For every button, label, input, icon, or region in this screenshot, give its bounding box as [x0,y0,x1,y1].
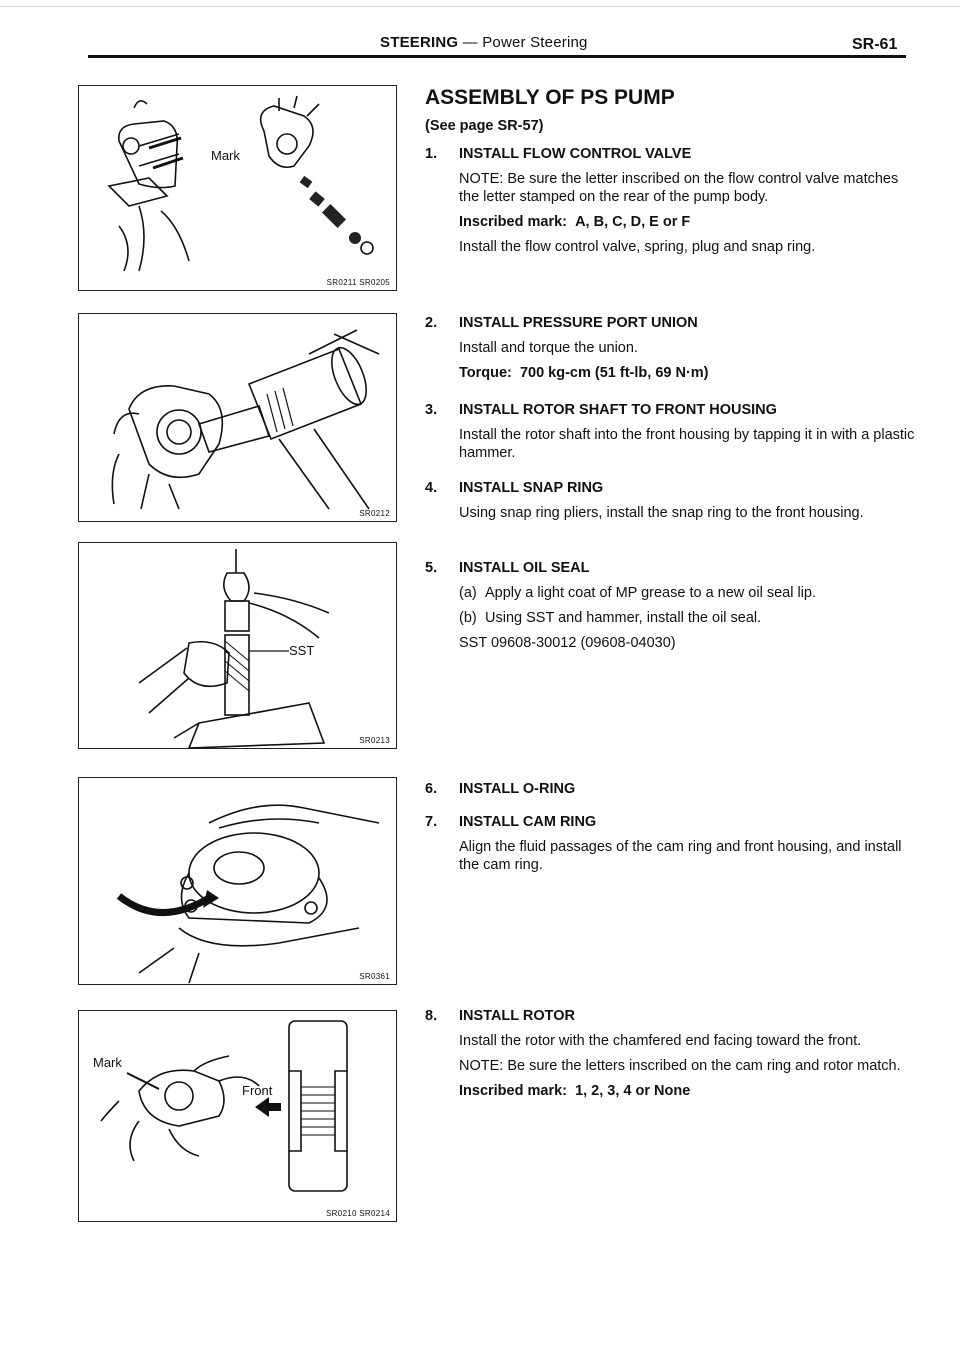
spec-value: 1, 2, 3, 4 or None [575,1083,691,1099]
note-text: Be sure the letters inscribed on the cam ring and rotor match. [507,1058,901,1074]
figure-code: SR0211 SR0205 [326,278,390,287]
header-rule [88,55,906,58]
figure-code: SR0213 [359,736,390,745]
header-section: STEERING [380,34,459,51]
step-text: Using snap ring pliers, install the snap ring to the front housing. [459,505,864,521]
step-5 [425,559,915,652]
step-number: 1. [425,146,438,162]
step-text: Install the flow control valve, spring, plug and snap ring. [459,239,816,255]
step-heading: INSTALL FLOW CONTROL VALVE [459,146,692,162]
spec [459,1082,915,1100]
note [459,170,915,206]
substep-text: Using SST and hammer, install the oil seal. [485,610,762,626]
page-number: SR-61 [852,36,898,53]
rotor-shaft-illustration [79,314,398,523]
step-6 [425,780,915,798]
flow-control-valve-illustration [79,86,398,292]
step-4 [425,479,915,522]
step-number: 4. [425,480,438,496]
step-7 [425,813,915,874]
spec-value: A, B, C, D, E or F [575,214,691,230]
step-text: Align the fluid passages of the cam ring and front housing, and install the cam ring. [459,839,902,873]
step-number: 7. [425,814,438,830]
note-text: Be sure the letter inscribed on the flow control valve matches the letter stamped on the rear of the pump body. [459,171,899,205]
step-1 [425,145,915,256]
spec-label: Torque: [459,365,512,381]
note-label: NOTE: [459,1058,504,1074]
step-2 [425,314,915,382]
step-heading: INSTALL SNAP RING [459,480,604,496]
oil-seal-illustration [79,543,398,750]
figure-rotor-shaft [78,313,397,522]
substep-tag: (b) [459,610,477,626]
header-separator: — [458,34,483,51]
section-title: ASSEMBLY OF PS PUMP [425,86,675,109]
rotor-illustration [79,1011,398,1223]
see-page-ref: (See page SR-57) [425,118,544,134]
figure-oil-seal [78,542,397,749]
step-heading: INSTALL O-RING [459,781,576,797]
page-header [380,34,588,51]
figure-code: SR0210 SR0214 [326,1209,390,1218]
spec [459,213,915,231]
sst-number: SST 09608-30012 (09608-04030) [459,635,676,651]
figure-label-sst: SST [289,643,315,658]
step-3 [425,401,915,462]
spec-label: Inscribed mark: [459,214,567,230]
figure-code: SR0212 [359,509,390,518]
figure-rotor [78,1010,397,1222]
step-heading: INSTALL PRESSURE PORT UNION [459,315,698,331]
cam-ring-illustration [79,778,398,986]
substep-b [459,609,915,627]
step-number: 2. [425,315,438,331]
procedure-text [425,85,915,1099]
step-heading: INSTALL ROTOR [459,1008,575,1024]
header-subsection: Power Steering [482,34,588,51]
step-number: 5. [425,560,438,576]
substep-text: Apply a light coat of MP grease to a new oil seal lip. [485,585,817,601]
figure-cam-ring [78,777,397,985]
figure-code: SR0361 [359,972,390,981]
step-heading: INSTALL ROTOR SHAFT TO FRONT HOUSING [459,402,777,418]
step-heading: INSTALL CAM RING [459,814,597,830]
substep-tag: (a) [459,585,477,601]
step-number: 8. [425,1008,438,1024]
note [459,1057,915,1075]
figure-label-mark: Mark [211,148,240,163]
step-text: Install the rotor shaft into the front housing by tapping it in with a plastic hammer. [459,427,915,461]
substep-a [459,584,915,602]
spec [459,364,915,382]
figure-label-front: Front [242,1083,273,1098]
note-label: NOTE: [459,171,504,187]
top-rule [0,6,960,7]
step-heading: INSTALL OIL SEAL [459,560,590,576]
step-8 [425,1007,915,1100]
figure-flow-control-valve [78,85,397,291]
step-text: Install and torque the union. [459,340,638,356]
step-text: Install the rotor with the chamfered end facing toward the front. [459,1033,862,1049]
step-number: 3. [425,402,438,418]
step-number: 6. [425,781,438,797]
figure-label-mark: Mark [93,1055,122,1070]
spec-value: 700 kg-cm (51 ft-lb, 69 N·m) [519,365,709,381]
spec-label: Inscribed mark: [459,1083,567,1099]
